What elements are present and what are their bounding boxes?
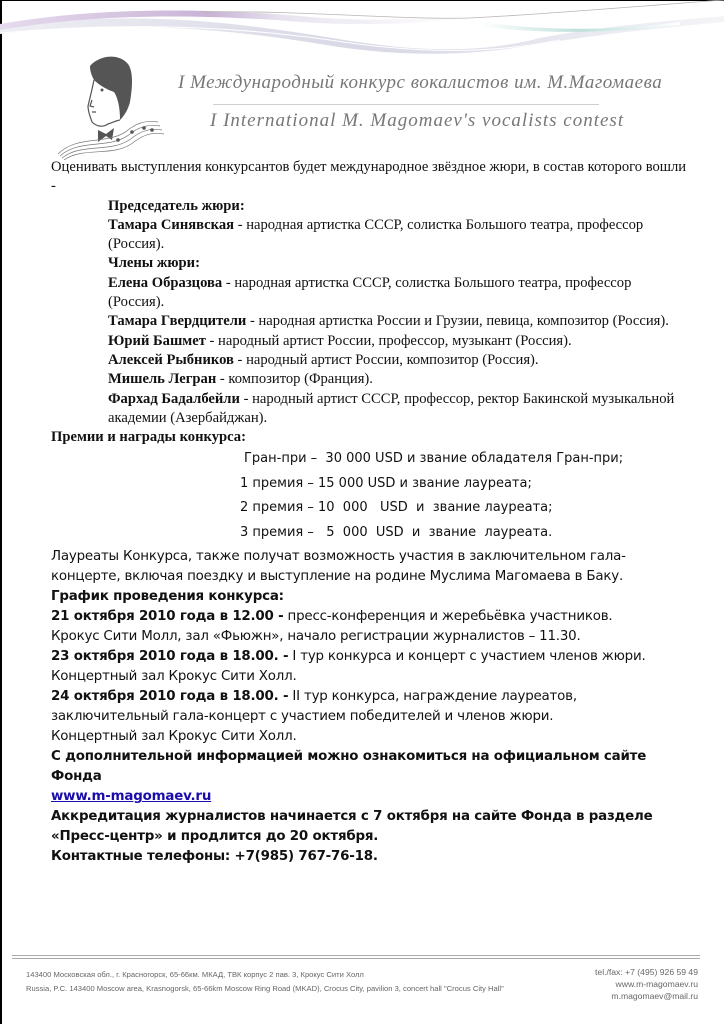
event-desc: пресс-конференция и жеребьёвка участников. xyxy=(283,609,613,625)
event-time: 23 октября 2010 года в 18.00. - xyxy=(51,649,289,665)
event-venue: Концертный зал Крокус Сити Холл. xyxy=(51,669,297,685)
hair-shape xyxy=(90,57,132,120)
more-info-text: С дополнительной информацией можно ознакомиться на официальном сайте Фонда xyxy=(51,749,647,785)
contact-phones: Контактные телефоны: +7(985) 767-76-18. xyxy=(51,849,378,865)
press-release-body xyxy=(51,158,691,867)
footer-web[interactable]: www.m-magomaev.ru xyxy=(615,979,698,989)
jury-members-heading: Члены жюри: xyxy=(108,255,200,272)
jury-member xyxy=(108,390,691,429)
contest-title-ru: I Международный конкурс вокалистов им. М.Магомаева xyxy=(178,72,663,93)
jury-member xyxy=(108,370,691,389)
jury-member-desc: - композитор (Франция). xyxy=(216,371,373,388)
accreditation-text: Аккредитация журналистов начинается с 7 октября на сайте Фонда в разделе «Пресс-центр» и продлится до 20 октября. xyxy=(51,809,653,845)
schedule-event xyxy=(51,647,691,667)
page-border-left xyxy=(0,0,2,1024)
event-venue: Концертный зал Крокус Сити Холл. xyxy=(51,729,297,745)
jury-member-name: Юрий Башмет xyxy=(108,332,206,349)
footer-tel: tel./fax: +7 (495) 926 59 49 xyxy=(595,967,698,977)
jury-chair-heading: Председатель жюри: xyxy=(108,197,245,214)
jury-member-desc: - народный артист СССР, профессор, ректор Бакинской музыкальной академии (Азербайджан). xyxy=(108,390,675,426)
prize-item: 2 премия – 10 000 USD и звание лауреата; xyxy=(240,500,553,516)
footer-address-en: Russia, P.C. 143400 Moscow area, Krasnogorsk, 65-66km Moscow Ring Road (MKAD), Crocus City, pavilion 3, concert hall "Crocus City Hall" xyxy=(26,984,504,993)
website-link[interactable]: www.m-magomaev.ru xyxy=(51,789,212,805)
event-desc: I тур конкурса и концерт с участием членов жюри. xyxy=(288,649,646,665)
jury-member-name: Алексей Рыбников xyxy=(108,351,234,368)
jury-chair-entry xyxy=(108,216,691,255)
eye xyxy=(101,89,104,92)
jury-member-name: Тамара Гвердцители xyxy=(108,313,247,330)
jury-member-name: Фархад Бадалбейли xyxy=(108,390,240,407)
jury-member-desc: - народный артист России, профессор, музыкант (Россия). xyxy=(205,332,572,349)
prize-item: 3 премия – 5 000 USD и звание лауреата. xyxy=(240,524,553,540)
prizes-heading: Премии и награды конкурса: xyxy=(51,429,246,446)
footer-address xyxy=(26,968,504,996)
footer-divider xyxy=(12,958,700,959)
event-venue: Крокус Сити Молл, зал «Фьюжн», начало регистрации журналистов – 11.30. xyxy=(51,629,581,645)
jury-member-desc: - народная артистка России и Грузии, певица, композитор (Россия). xyxy=(246,313,669,330)
title-divider xyxy=(213,104,599,105)
jury-chair-desc: - народная артистка СССР, солистка Большого театра, профессор (Россия). xyxy=(108,216,644,253)
nose-mouth xyxy=(90,100,96,112)
event-time: 21 октября 2010 года в 12.00 - xyxy=(51,609,284,625)
contest-title-en: I International M. Magomaev's vocalists contest xyxy=(210,110,625,131)
jury-member-name: Елена Образцова xyxy=(108,274,223,291)
jury-member-name: Мишель Легран xyxy=(108,371,217,388)
event-desc: II тур конкурса, награждение лауреатов, заключительный гала-концерт с участием победителей и членов жюри. xyxy=(51,689,577,725)
jury-member-desc: - народная артистка СССР, солистка Большого театра, профессор (Россия). xyxy=(108,274,632,311)
jury-member xyxy=(108,274,691,313)
footer-email[interactable]: m.magomaev@mail.ru xyxy=(611,991,698,1001)
jury-member xyxy=(108,332,691,351)
schedule-event xyxy=(51,687,691,727)
jury-member-desc: - народный артист России, композитор (Россия). xyxy=(233,351,539,368)
event-time: 24 октября 2010 года в 18.00. - xyxy=(51,689,289,705)
jury-section xyxy=(51,197,691,429)
schedule-event xyxy=(51,607,691,627)
music-staff xyxy=(58,121,164,160)
laureates-paragraph: Лауреаты Конкурса, также получат возможность участия в заключительном гала-концерте, включая поездку и выступление на родине Муслима Магомаева в Баку. xyxy=(51,549,626,585)
jury-member xyxy=(108,351,691,370)
intro-paragraph: Оценивать выступления конкурсантов будет международное звёздное жюри, в состав которого вошли - xyxy=(51,159,687,195)
footer-divider xyxy=(12,955,700,956)
magomaev-portrait-logo-icon xyxy=(48,50,168,160)
prize-item: 1 премия – 15 000 USD и звание лауреата; xyxy=(240,475,532,491)
schedule-heading: График проведения конкурса: xyxy=(51,589,284,605)
prize-item: Гран-при – 30 000 USD и звание обладателя Гран-при; xyxy=(244,451,624,467)
footer-address-ru: 143400 Московская обл., г. Красногорск, 65-66км. МКАД, ТВК корпус 2 пав. 3, Крокус Сити Холл xyxy=(26,970,364,979)
prizes-list xyxy=(51,447,691,545)
jury-chair-name: Тамара Синявская xyxy=(108,216,235,233)
footer-contacts xyxy=(595,966,698,1002)
jury-member xyxy=(108,312,691,331)
